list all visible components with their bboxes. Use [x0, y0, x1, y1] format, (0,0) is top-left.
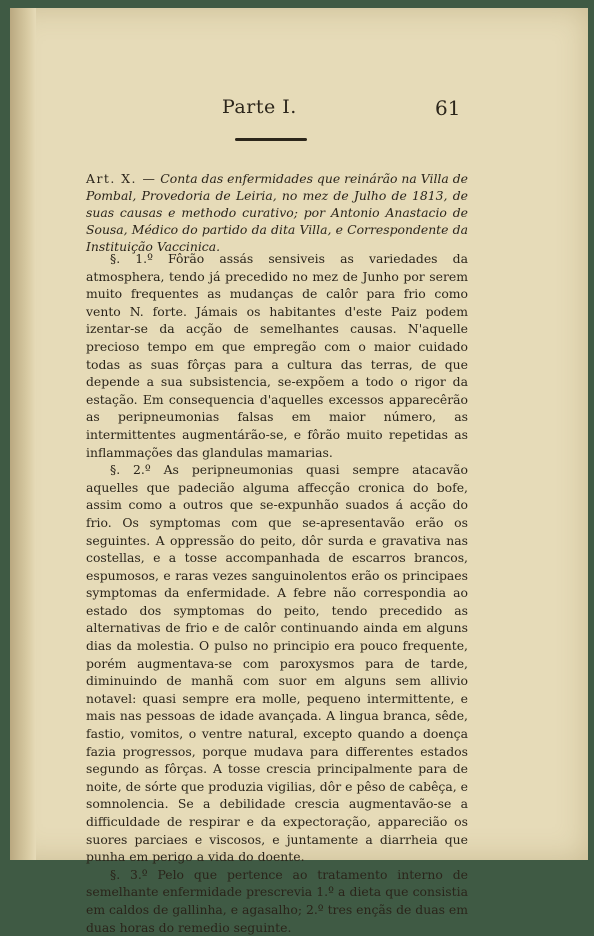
header-rule: [235, 138, 307, 141]
page-spine-shadow: [10, 8, 36, 860]
book-page: [10, 8, 588, 935]
article-heading: [86, 170, 468, 255]
paragraph-2: §. 2.º As peripneumonias quasi sempre atacavão aquelles que padecião alguma affecção cronica do bofe, assim como a outros que se-expunhão suados á acção do frio. Os symptomas com que se-apresentavão erão os seguintes. A oppressão do peito, dôr surda e gravativa nas costellas, e a tosse accompanhada de escarros brancos, espumosos, e raras vezes sanguinolentos erão os principaes symptomas da enfermidade. A febre não correspondia ao estado dos symptomas do peito, tendo precedido as alternativas de frio e de calôr continuando ainda em alguns dias da molestia. O pulso no principio era pouco frequente, porém augmentava-se com paroxysmos para de tarde, diminuindo de manhã com suor em alguns sem allivio notavel: quasi sempre era molle, pequeno intermittente, e mais nas pessoas de idade avançada. A lingua branca, sêde, fastio, vomitos, o ventre natural, excepto quando a doença fazia progressos, porque mudava para differentes estados segundo as fôrças. A tosse crescia principalmente para de noite, de sórte que produzia vigilias, dôr e pêso de cabêça, e somnolencia. Se a debilidade crescia augmentavão-se a difficuldade de respirar e da expectoração, apparecião os suores parciaes e viscosos, e juntamente a diarrheia que punha em perigo a vida do doente.: [86, 462, 468, 865]
article-title: Conta das enfermidades que reinárão na Villa de Pombal, Provedoria de Leiria, no mez de Julho de 1813, de suas causas e methodo curativo; por Antonio Anastacio de Sousa, Médico do partido da dita Villa, e Correspondente da Instituição Vaccinica.: [86, 171, 468, 254]
paragraph-3: §. 3.º Pelo que pertence ao tratamento interno de semelhante enfermidade prescrevia 1.º a dieta que consistia em caldos de gallinha, e agasalho; 2.º tres ençãs de duas em duas horas do remedio seguinte.: [86, 866, 468, 935]
article-label: Art. X. —: [86, 171, 157, 186]
running-header: Parte I.: [222, 96, 297, 118]
page-number: 61: [435, 96, 461, 120]
paragraph-1: §. 1.º Fôrão assás sensiveis as variedades da atmosphera, tendo já precedido no mez de Junho por serem muito frequentes as mudanças de calôr para frio como vento N. forte. Jámais os habitantes d'este Paiz podem izentar-se da acção de semelhantes causas. N'aquelle precioso tempo em que empregão com o maior cuidado todas as suas fôrças para a cultura das terras, de que depende a sua subsistencia, se-expõem a todo o rigor da estação. Em consequencia d'aquelles excessos apparecêrão as peripneumonias falsas em maior número, as intermittentes augmentárão-se, e fôrão muito repetidas as inflammações das glandulas mamarias.: [86, 251, 468, 460]
article-body: [86, 250, 468, 936]
